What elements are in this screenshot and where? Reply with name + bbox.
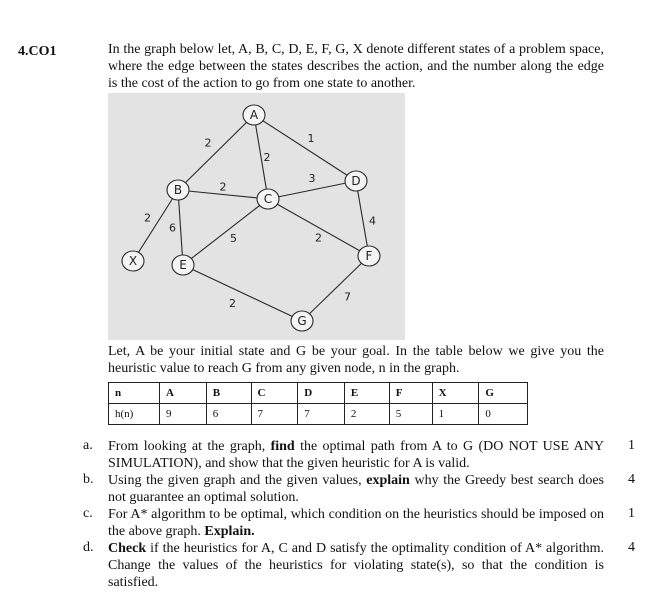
heuristic-table-value-row (109, 404, 528, 425)
edge-c-e (183, 199, 268, 265)
value-cell: h(n) (109, 404, 160, 425)
text-part: the optimal path from A to G (DO NOT USE ANY SIMULATION), and show that the given heuristic for A is valid. (108, 439, 604, 471)
text-part: From looking at the graph, (108, 439, 271, 454)
text-part: if the heuristics for A, C and D satisfy the optimality condition of A* algorithm. Change the values of the heuristics for violating state(s), so that the condition is satisfied. (108, 541, 604, 590)
subquestion-letter: b. (83, 472, 94, 487)
value-cell: 5 (389, 404, 432, 425)
subquestion-text (108, 438, 604, 472)
text-bold: find (270, 439, 295, 454)
edge-f-g (302, 256, 369, 321)
edge-e-g (183, 265, 302, 321)
edge-cost-b-c: 2 (219, 180, 227, 194)
subquestion-marks: 4 (628, 540, 635, 555)
subquestion-text (108, 472, 604, 506)
edge-cost-e-g: 2 (229, 297, 236, 310)
edge-d-f (356, 181, 369, 256)
edge-cost-c-e: 5 (230, 232, 237, 245)
question-number: 4.CO1 (18, 44, 57, 59)
subquestion-marks: 1 (628, 438, 635, 453)
edge-cost-a-c: 2 (263, 151, 271, 164)
header-cell: n (109, 383, 160, 404)
graph-figure (108, 93, 405, 340)
header-cell: G (479, 383, 528, 404)
subquestion-text (108, 540, 604, 591)
text-bold: Explain. (204, 524, 255, 539)
node-label-x: X (128, 254, 138, 268)
value-cell: 6 (206, 404, 251, 425)
value-cell: 7 (251, 404, 298, 425)
node-label-d: D (351, 174, 361, 188)
text-part: For A* algorithm to be optimal, which condition on the heuristics should be imposed on the above graph. (108, 507, 604, 539)
value-cell: 1 (432, 404, 479, 425)
node-label-e: E (179, 258, 187, 272)
node-label-c: C (263, 192, 273, 206)
node-label-b: B (173, 183, 183, 197)
node-label-f: F (365, 249, 373, 263)
header-cell: B (206, 383, 251, 404)
value-cell: 0 (479, 404, 528, 425)
subquestion-letter: d. (83, 540, 94, 555)
graph-svg (108, 93, 405, 340)
text-part: why the Greedy best search does not guarantee an optimal solution. (108, 473, 605, 505)
header-cell: A (160, 383, 207, 404)
value-cell: 9 (160, 404, 207, 425)
subquestion-marks: 4 (628, 472, 635, 487)
edge-cost-c-d: 3 (308, 172, 316, 185)
edge-cost-b-e: 6 (169, 221, 176, 235)
value-cell: 7 (298, 404, 345, 425)
subquestion-text (108, 506, 604, 540)
subquestion-marks: 1 (628, 506, 635, 521)
text-part: Using the given graph and the given values, (108, 473, 367, 488)
edge-cost-a-d: 1 (307, 132, 315, 145)
header-cell: E (344, 383, 389, 404)
edge-a-d (254, 115, 356, 181)
header-cell: X (432, 383, 479, 404)
edge-b-e (178, 190, 183, 265)
edge-cost-f-g: 7 (344, 290, 351, 304)
heuristic-table (108, 382, 528, 425)
edge-cost-a-b: 2 (204, 136, 212, 150)
edge-cost-d-f: 4 (369, 214, 376, 228)
header-cell: F (389, 383, 432, 404)
node-label-g: G (297, 314, 307, 328)
edge-cost-c-f: 2 (315, 231, 322, 245)
header-cell: D (298, 383, 345, 404)
heuristic-table-header-row (109, 383, 528, 404)
text-bold: explain (366, 473, 410, 488)
question-intro: In the graph below let, A, B, C, D, E, F, G, X denote different states of a problem space, where the edge between the states describes the action, and the number along the edge is the cost of the action to go from one state to another. (108, 42, 604, 91)
subquestion-letter: c. (83, 506, 93, 521)
text-bold: Check (108, 541, 147, 556)
edge-c-f (268, 199, 369, 256)
value-cell: 2 (344, 404, 389, 425)
heuristic-intro: Let, A be your initial state and G be your goal. In the table below we give you the heuristic value to reach G from any given node, n in the graph. (108, 344, 604, 376)
node-label-a: A (249, 108, 259, 122)
header-cell: C (251, 383, 298, 404)
subquestion-letter: a. (83, 438, 93, 453)
edge-a-b (178, 115, 254, 190)
edge-cost-b-x: 2 (144, 211, 151, 225)
